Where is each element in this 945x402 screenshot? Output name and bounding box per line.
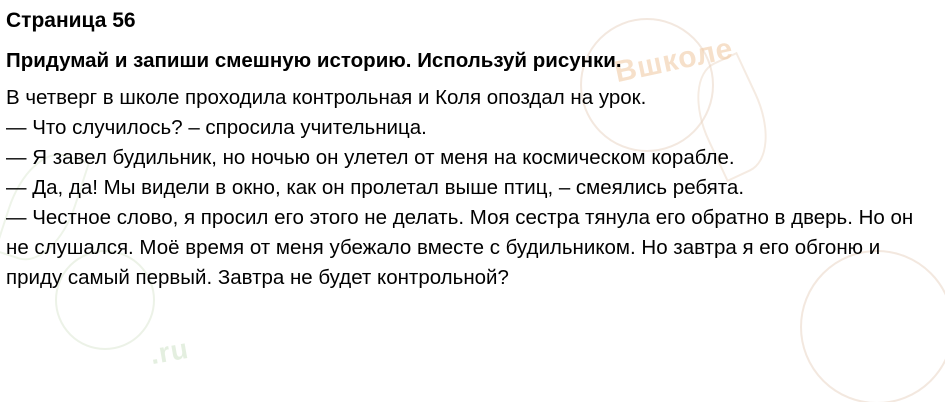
story-paragraph: — Да, да! Мы видели в окно, как он пролетал выше птиц, – смеялись ребята. bbox=[6, 176, 745, 199]
story-paragraph: — Я завел будильник, но ночью он улетел от меня на космическом корабле. bbox=[6, 146, 735, 169]
story-paragraph: В четверг в школе проходила контрольная и Коля опоздал на урок. bbox=[6, 86, 647, 109]
watermark-secondary-text: .ru bbox=[147, 332, 192, 371]
page-title: Страница 56 bbox=[6, 9, 136, 32]
task-prompt: Придумай и запиши смешную историю. Используй рисунки. bbox=[6, 49, 622, 72]
story-paragraph: — Что случилось? – спросила учительница. bbox=[6, 116, 427, 139]
story-answer bbox=[6, 83, 939, 293]
watermark-primary-text: Вшколе bbox=[611, 31, 737, 90]
story-paragraph: — Честное слово, я просил его этого не делать. Моя сестра тянула его обратно в дверь. Но он не слушался. Моё время от меня убежало вместе с будильником. Но завтра я его обгоню и приду самый первый. Завтра не будет контрольной? bbox=[6, 206, 919, 289]
